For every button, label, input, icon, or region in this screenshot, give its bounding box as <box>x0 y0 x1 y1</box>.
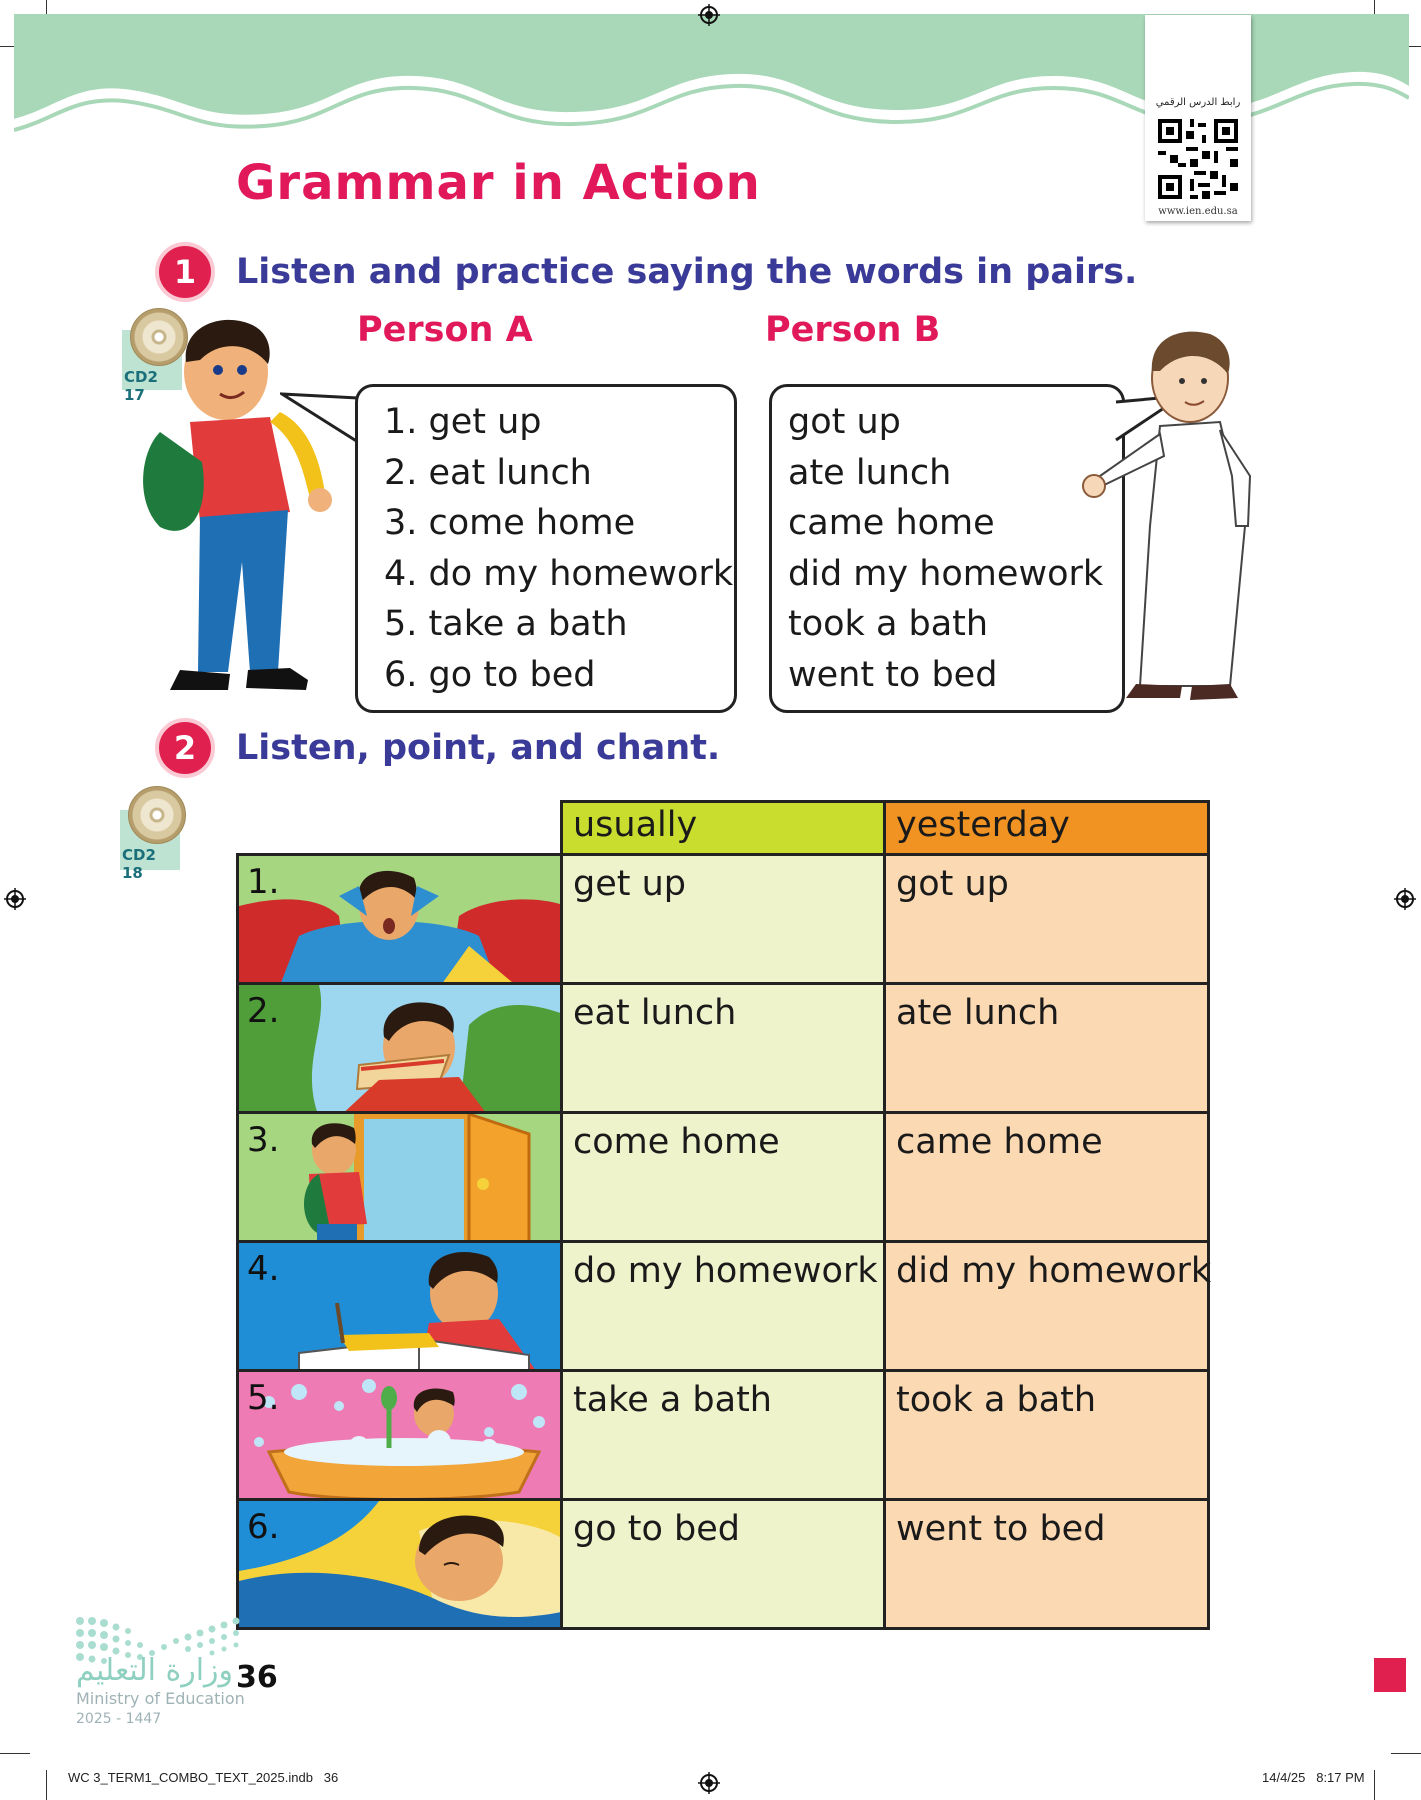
page-number: 36 <box>236 1660 278 1695</box>
ministry-name-arabic: وزارة التعليم <box>76 1653 234 1688</box>
qr-code-icon[interactable] <box>1154 115 1242 203</box>
registration-mark <box>1394 888 1416 910</box>
registration-mark <box>698 1772 720 1794</box>
person-b-item: went to bed <box>788 654 998 695</box>
person-a-label: Person A <box>357 310 533 350</box>
person-b-item: got up <box>788 402 901 442</box>
boy-eating-lunch-illustration <box>239 985 563 1114</box>
table-row-picture <box>236 1240 563 1372</box>
exercise-instruction: Listen and practice saying the words in pairs. <box>236 252 1138 292</box>
person-b-item: ate lunch <box>788 452 952 493</box>
cd-audio-button[interactable] <box>120 810 180 882</box>
person-a-item: 1. get up <box>384 402 542 442</box>
boy-coming-home-illustration <box>239 1114 563 1243</box>
person-b-item: took a bath <box>788 604 989 644</box>
person-a-speech-bubble <box>355 384 737 713</box>
cell-text: ate lunch <box>896 993 1060 1033</box>
person-a-item: 5. take a bath <box>384 604 628 644</box>
person-a-item: 4. do my homework <box>384 553 734 594</box>
page-title: Grammar in Action <box>236 155 761 211</box>
row-number: 6. <box>247 1507 280 1547</box>
cell-text: take a bath <box>573 1380 772 1420</box>
cell-text: came home <box>896 1122 1103 1162</box>
table-row-picture <box>236 1111 563 1243</box>
boy-in-thobe-illustration <box>1080 326 1270 708</box>
table-row-picture <box>236 1498 563 1630</box>
trim-mark <box>46 1770 47 1800</box>
row-number: 5. <box>247 1378 280 1418</box>
column-header-label: yesterday <box>896 805 1070 845</box>
column-header-yesterday <box>883 800 1210 856</box>
row-number: 3. <box>247 1120 280 1160</box>
exercise-instruction: Listen, point, and chant. <box>236 728 721 768</box>
boy-waking-up-illustration <box>239 856 563 985</box>
person-b-label: Person B <box>765 310 941 350</box>
row-number: 1. <box>247 862 280 902</box>
registration-mark <box>698 4 720 26</box>
boy-going-to-bed-illustration <box>239 1501 563 1630</box>
qr-url: www.ien.edu.sa <box>1158 206 1238 217</box>
table-row-picture <box>236 982 563 1114</box>
person-a-item: 2. eat lunch <box>384 452 592 493</box>
red-page-marker <box>1374 1658 1406 1692</box>
table-row-picture <box>236 1369 563 1501</box>
cd-track-label: CD2 17 <box>124 368 158 404</box>
cd-track-label: CD2 18 <box>122 846 156 882</box>
person-b-item: did my homework <box>788 553 1104 594</box>
cell-text: did my homework <box>896 1251 1212 1291</box>
column-header-usually <box>560 800 886 856</box>
boy-doing-homework-illustration <box>239 1243 563 1372</box>
cell-text: took a bath <box>896 1380 1097 1420</box>
cd-icon <box>128 786 186 844</box>
person-b-item: came home <box>788 503 995 543</box>
cell-text: went to bed <box>896 1509 1106 1549</box>
print-timestamp: 14/4/25 8:17 PM <box>1262 1770 1365 1785</box>
speech-bubble-tail <box>280 390 360 450</box>
trim-mark <box>0 1753 30 1754</box>
print-file-info: WC 3_TERM1_COMBO_TEXT_2025.indb 36 <box>68 1770 339 1785</box>
cell-text: do my homework <box>573 1251 878 1291</box>
row-number: 2. <box>247 991 280 1031</box>
table-cell-usually <box>560 982 886 1114</box>
step-number-badge: 2 <box>155 718 215 778</box>
ministry-year: 2025 - 1447 <box>76 1711 162 1727</box>
trim-mark <box>1391 1753 1421 1754</box>
boy-with-backpack-illustration <box>140 312 350 707</box>
cell-text: get up <box>573 864 686 904</box>
person-a-item: 6. go to bed <box>384 654 596 695</box>
person-a-word-list <box>384 397 733 700</box>
boy-taking-bath-illustration <box>239 1372 563 1501</box>
trim-mark <box>1374 1770 1375 1800</box>
person-b-speech-bubble <box>769 384 1125 713</box>
table-cell-yesterday <box>883 1498 1210 1630</box>
ministry-name-english: Ministry of Education <box>76 1689 245 1708</box>
table-cell-usually <box>560 1111 886 1243</box>
row-number: 4. <box>247 1249 280 1289</box>
registration-mark <box>4 888 26 910</box>
table-cell-usually <box>560 853 886 985</box>
cell-text: come home <box>573 1122 780 1162</box>
person-a-item: 3. come home <box>384 503 636 543</box>
cell-text: eat lunch <box>573 993 737 1033</box>
table-cell-yesterday <box>883 1111 1210 1243</box>
table-cell-usually <box>560 1369 886 1501</box>
qr-code-card[interactable] <box>1145 15 1251 221</box>
cell-text: got up <box>896 864 1009 904</box>
qr-label: رابط الدرس الرقمي <box>1155 97 1241 108</box>
table-cell-yesterday <box>883 1240 1210 1372</box>
cell-text: go to bed <box>573 1509 740 1549</box>
table-cell-yesterday <box>883 853 1210 985</box>
table-cell-yesterday <box>883 1369 1210 1501</box>
person-b-word-list <box>788 397 1103 700</box>
table-cell-yesterday <box>883 982 1210 1114</box>
table-cell-usually <box>560 1240 886 1372</box>
step-number-badge: 1 <box>155 242 215 302</box>
column-header-label: usually <box>573 805 698 845</box>
table-row-picture <box>236 853 563 985</box>
table-cell-usually <box>560 1498 886 1630</box>
